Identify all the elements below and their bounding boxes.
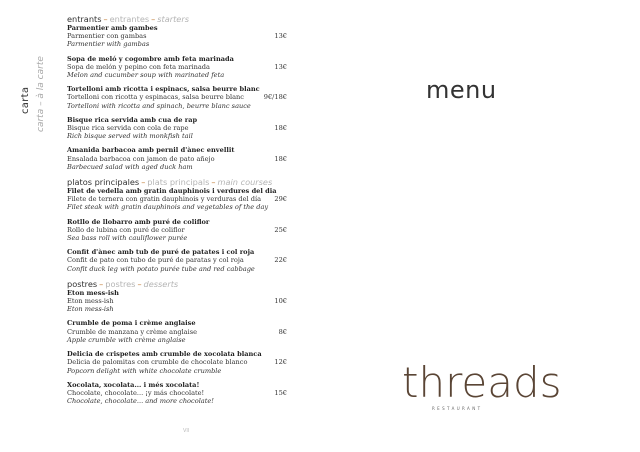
dish-name-english: Chocolate, chocolate... and more chocolate! <box>67 397 214 406</box>
dish-price: 13€ <box>274 32 287 41</box>
dish-price: 10€ <box>274 297 287 306</box>
dish-price: 12€ <box>274 358 287 367</box>
dish-name-spanish: Ensalada barbacoa con jamon de pato añejo <box>67 154 215 163</box>
menu-item <box>67 146 287 171</box>
dish-name-spanish: Parmentier con gambas <box>67 32 147 41</box>
menu-item <box>67 289 287 314</box>
menu-section <box>67 14 287 171</box>
dish-name-english: Barbecued salad with aged duck ham <box>67 162 193 171</box>
dish-name-catalan: Crumble de poma i crème anglaise <box>67 319 196 328</box>
dish-name-spanish: Delicia de palomitas con crumble de chocolate blanco <box>67 358 248 367</box>
dish-name-spanish: Sopa de melón y pepino con feta marinada <box>67 62 210 71</box>
dish-name-catalan: Delicia de crispetes amb crumble de xocolata blanca <box>67 350 262 359</box>
section-title-english: main courses <box>217 177 273 188</box>
section-separator: – <box>151 14 156 24</box>
dish-price: 25€ <box>274 225 287 234</box>
menu-item <box>67 55 287 80</box>
menu-item <box>67 116 287 141</box>
menu-column <box>67 14 287 411</box>
dish-name-english: Confit duck leg with potato purée tube and red cabbage <box>67 264 255 273</box>
menu-item <box>67 248 287 273</box>
dish-price: 18€ <box>274 124 287 133</box>
side-labels <box>8 14 48 132</box>
brand-logo: threads <box>402 358 562 407</box>
dish-name-catalan: Rotllo de llobarro amb puré de coliflor <box>67 217 210 226</box>
menu-item <box>67 85 287 110</box>
dish-name-spanish: Confit de pato con tubo de puré de paratas y col roja <box>67 256 244 265</box>
menu-item <box>67 218 287 243</box>
section-title-english: starters <box>157 14 189 24</box>
dish-name-english: Sea bass roll with cauliflower purée <box>67 234 188 243</box>
dish-name-spanish: Bisque rica servida con cola de rape <box>67 124 189 133</box>
dish-name-english: Parmentier with gambas <box>67 40 150 49</box>
dish-name-catalan: Xocolata, xocolata... i més xocolata! <box>67 380 200 389</box>
menu-item <box>67 24 287 49</box>
dish-name-catalan: Eton mess-ish <box>67 288 119 297</box>
dish-name-english: Eton mess-ish <box>67 305 114 314</box>
section-separator: – <box>141 177 146 188</box>
dish-name-spanish: Crumble de manzana y crème anglaise <box>67 327 198 336</box>
section-separator: – <box>103 14 108 24</box>
menu-section <box>67 279 287 405</box>
dish-name-catalan: Sopa de meló y cogombre amb feta marinada <box>67 54 234 63</box>
dish-name-catalan: Confit d'ànec amb tub de puré de patates i col roja <box>67 248 255 257</box>
dish-price: 18€ <box>274 154 287 163</box>
dish-name-spanish: Eton mess-ish <box>67 297 114 306</box>
dish-name-spanish: Chocolate, chocolate... ¡y más chocolate! <box>67 388 205 397</box>
menu-item <box>67 319 287 344</box>
section-heading <box>67 177 287 187</box>
dish-price: 9€/18€ <box>263 93 287 102</box>
side-label-alacarte: carta – à la carte <box>36 56 46 132</box>
page-number: VII <box>183 428 190 434</box>
section-title-english: desserts <box>143 278 179 289</box>
side-label-carta: carta <box>20 86 31 114</box>
section-title-alt: plats principals <box>147 177 210 188</box>
menu-item <box>67 187 287 212</box>
dish-name-catalan: Parmentier amb gambes <box>67 24 158 32</box>
dish-name-english: Filet steak with gratin dauphinois and vegetables of the day <box>67 203 269 212</box>
section-title: platos principales <box>67 177 140 188</box>
section-separator: – <box>211 177 216 188</box>
dish-price: 15€ <box>274 388 287 397</box>
section-title-alt: postres <box>105 278 136 289</box>
dish-price: 29€ <box>274 195 287 204</box>
dish-name-spanish: Tortelloni con ricotta y espinacas, salsa beurre blanc <box>67 93 244 102</box>
dish-name-english: Popcorn delight with white chocolate crumble <box>67 366 222 375</box>
dish-name-english: Melon and cucumber soup with marinated feta <box>67 71 225 80</box>
menu-title: menu <box>426 76 497 104</box>
brand-subtitle: RESTAURANT <box>432 406 483 411</box>
dish-name-catalan: Bisque rica servida amb cua de rap <box>67 115 198 124</box>
section-separator: – <box>99 278 104 289</box>
dish-name-english: Tortelloni with ricotta and spinach, beurre blanc sauce <box>67 101 251 110</box>
dish-name-english: Apple crumble with crème anglaise <box>67 335 186 344</box>
dish-name-spanish: Rollo de lubina con puré de coliflor <box>67 225 185 234</box>
dish-price: 8€ <box>278 327 287 336</box>
dish-name-spanish: Filete de ternera con gratin dauphinois y verduras del día <box>67 195 262 204</box>
section-title: postres <box>67 278 98 289</box>
section-heading <box>67 14 287 24</box>
dish-name-catalan: Filet de vedella amb gratin dauphinois i verdures del dia <box>67 187 277 196</box>
menu-item <box>67 381 287 406</box>
menu-item <box>67 350 287 375</box>
dish-price: 22€ <box>274 256 287 265</box>
dish-price: 13€ <box>274 62 287 71</box>
section-title: entrants <box>67 14 102 24</box>
section-separator: – <box>137 278 142 289</box>
dish-name-english: Rich bisque served with monkfish tail <box>67 132 193 141</box>
section-title-alt: entrantes <box>109 14 150 24</box>
dish-name-catalan: Tortelloni amb ricotta i espinacs, salsa beurre blanc <box>67 85 260 94</box>
menu-section <box>67 177 287 273</box>
dish-name-catalan: Amanida barbacoa amb pernil d'ànec envellit <box>67 146 235 155</box>
section-heading <box>67 279 287 289</box>
